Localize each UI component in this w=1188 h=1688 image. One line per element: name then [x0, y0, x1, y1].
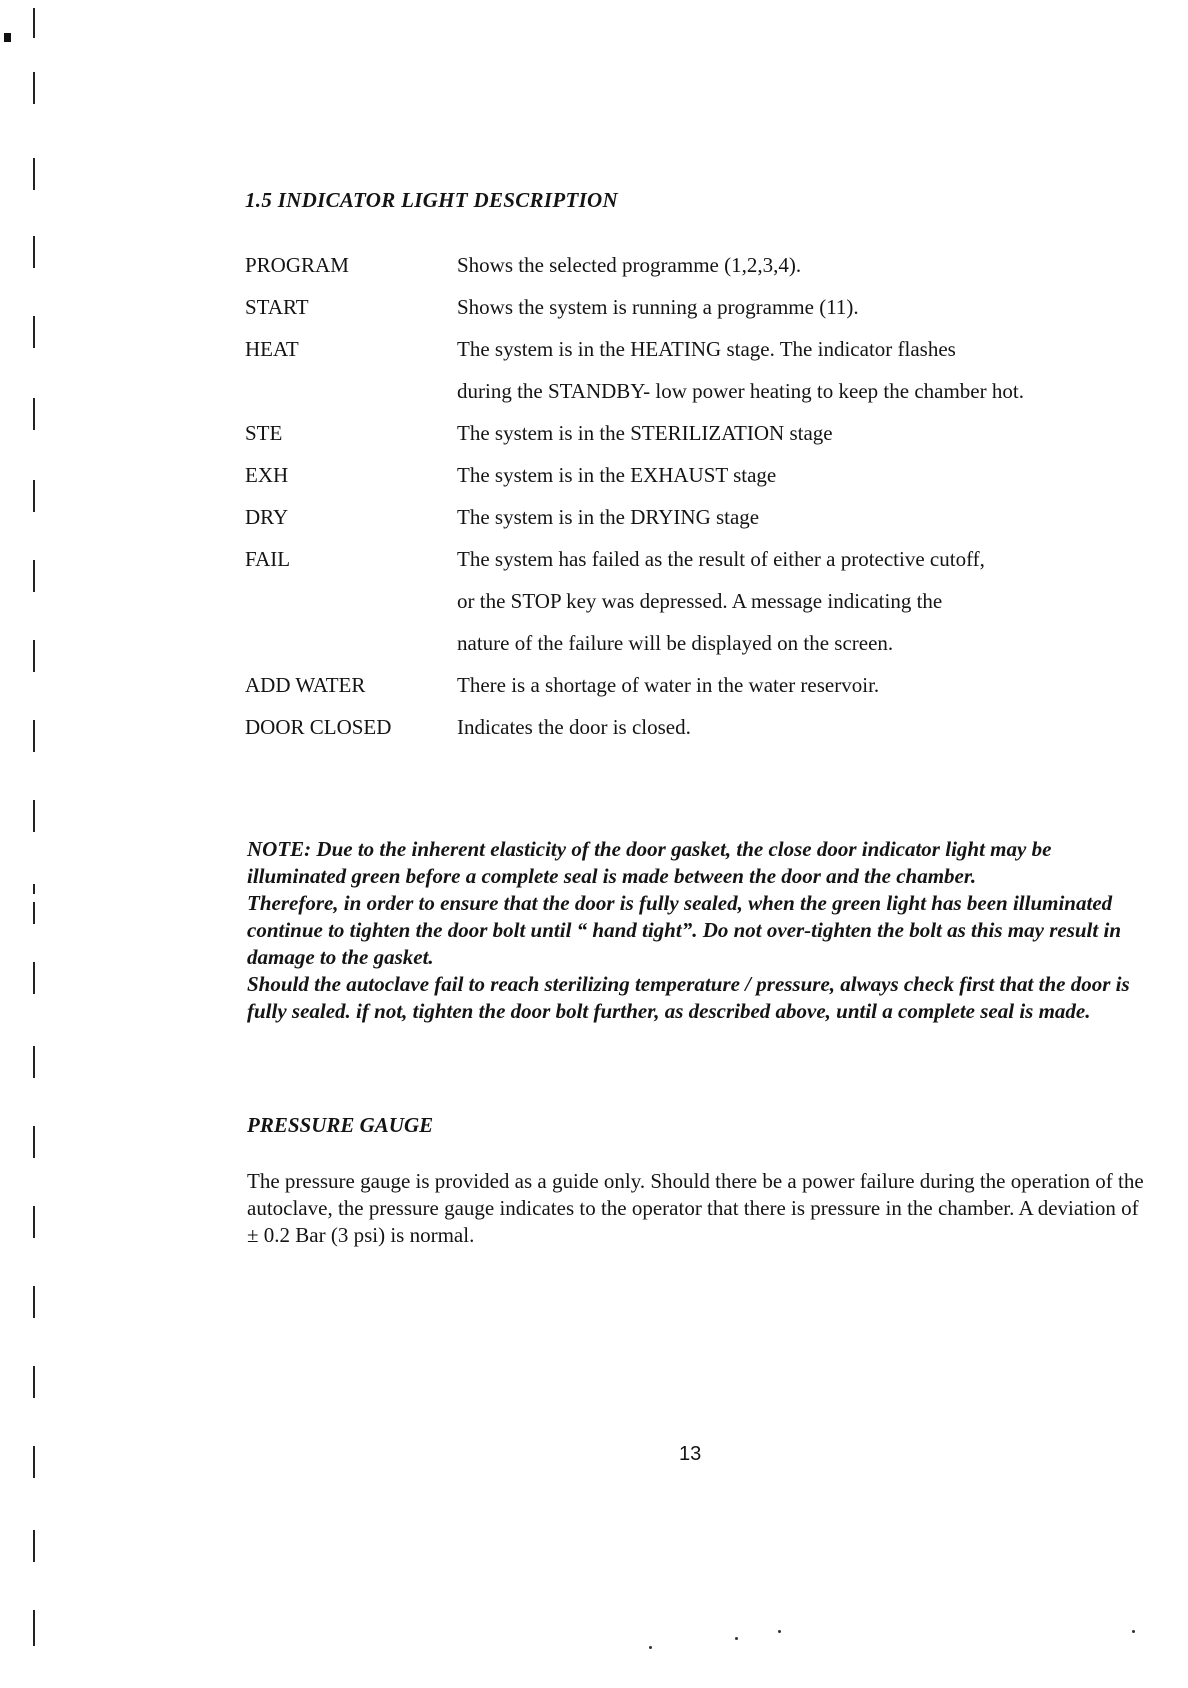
pressure-gauge-body: The pressure gauge is provided as a guide only. Should there be a power failure during the operation of the autoclave, the pressure gauge indicates to the operator that there is pressure in the chamber. A deviation of ± 0.2 Bar (3 psi) is normal.: [247, 1169, 1144, 1247]
margin-tick: [33, 1446, 35, 1478]
indicator-description: or the STOP key was depressed. A message indicating the: [457, 589, 943, 613]
indicator-row: [245, 244, 1125, 286]
note-paragraph: Should the autoclave fail to reach sterilizing temperature / pressure, always check first that the door is fully sealed. if not, tighten the door bolt further, as described above, until a complete seal is made.: [247, 972, 1130, 1023]
margin-tick: [33, 1046, 35, 1078]
indicator-label: DRY: [245, 505, 289, 529]
margin-tick: [33, 1530, 35, 1562]
margin-tick: [33, 560, 35, 592]
indicator-description: The system has failed as the result of either a protective cutoff,: [457, 547, 985, 571]
margin-tick: [33, 884, 35, 894]
margin-tick: [33, 72, 35, 104]
indicator-description: The system is in the STERILIZATION stage: [457, 421, 833, 445]
note-paragraph: NOTE: Due to the inherent elasticity of the door gasket, the close door indicator light may be illuminated green before a complete seal is made between the door and the chamber.: [247, 837, 1052, 888]
indicator-label: FAIL: [245, 547, 291, 571]
note-paragraph: Therefore, in order to ensure that the door is fully sealed, when the green light has been illuminated continue to tighten the door bolt until “ hand tight”. Do not over-tighten the bolt as this may result in damage to the gasket.: [247, 891, 1121, 969]
margin-tick: [33, 1126, 35, 1158]
margin-tick: [33, 1610, 35, 1646]
indicator-label: PROGRAM: [245, 253, 349, 277]
margin-tick: [33, 398, 35, 430]
indicator-table: [245, 244, 1125, 748]
indicator-label: EXH: [245, 463, 289, 487]
margin-tick: [33, 962, 35, 994]
margin-tick: [33, 640, 35, 672]
indicator-row: [245, 454, 1125, 496]
indicator-label: HEAT: [245, 337, 299, 361]
indicator-description: The system is in the EXHAUST stage: [457, 463, 777, 487]
indicator-row: [245, 580, 1125, 622]
indicator-row: [245, 706, 1125, 748]
indicator-description: during the STANDBY- low power heating to keep the chamber hot.: [457, 379, 1024, 403]
indicator-description: Shows the system is running a programme (11).: [457, 295, 859, 319]
page-number: 13: [679, 1443, 702, 1465]
margin-tick: [33, 158, 35, 190]
indicator-row: [245, 286, 1125, 328]
indicator-label: ADD WATER: [245, 673, 366, 697]
margin-tick: [33, 8, 35, 38]
door-gasket-note: [247, 836, 1147, 1025]
indicator-label: START: [245, 295, 309, 319]
margin-square-mark: [4, 33, 11, 42]
indicator-row: [245, 370, 1125, 412]
scan-speck: [778, 1630, 781, 1633]
indicator-label: DOOR CLOSED: [245, 715, 392, 739]
scan-speck: [649, 1646, 652, 1649]
margin-tick: [33, 316, 35, 348]
section-heading: 1.5 INDICATOR LIGHT DESCRIPTION: [245, 188, 618, 212]
indicator-description: The system is in the HEATING stage. The indicator flashes: [457, 337, 956, 361]
indicator-description: The system is in the DRYING stage: [457, 505, 760, 529]
margin-tick: [33, 1206, 35, 1238]
indicator-row: [245, 664, 1125, 706]
indicator-description: nature of the failure will be displayed on the screen.: [457, 631, 894, 655]
pressure-gauge-heading: PRESSURE GAUGE: [247, 1113, 434, 1137]
margin-tick: [33, 480, 35, 512]
indicator-row: [245, 328, 1125, 370]
margin-tick: [33, 236, 35, 268]
indicator-description: Shows the selected programme (1,2,3,4).: [457, 253, 802, 277]
margin-tick: [33, 902, 35, 924]
indicator-row: [245, 496, 1125, 538]
margin-tick: [33, 1286, 35, 1318]
indicator-description: There is a shortage of water in the water reservoir.: [457, 673, 880, 697]
indicator-row: [245, 538, 1125, 580]
indicator-row: [245, 412, 1125, 454]
indicator-description: Indicates the door is closed.: [457, 715, 691, 739]
margin-tick: [33, 720, 35, 752]
scan-speck: [1132, 1630, 1135, 1633]
indicator-row: [245, 622, 1125, 664]
indicator-label: STE: [245, 421, 283, 445]
margin-tick: [33, 1366, 35, 1398]
margin-tick: [33, 800, 35, 832]
scan-speck: [735, 1637, 738, 1640]
